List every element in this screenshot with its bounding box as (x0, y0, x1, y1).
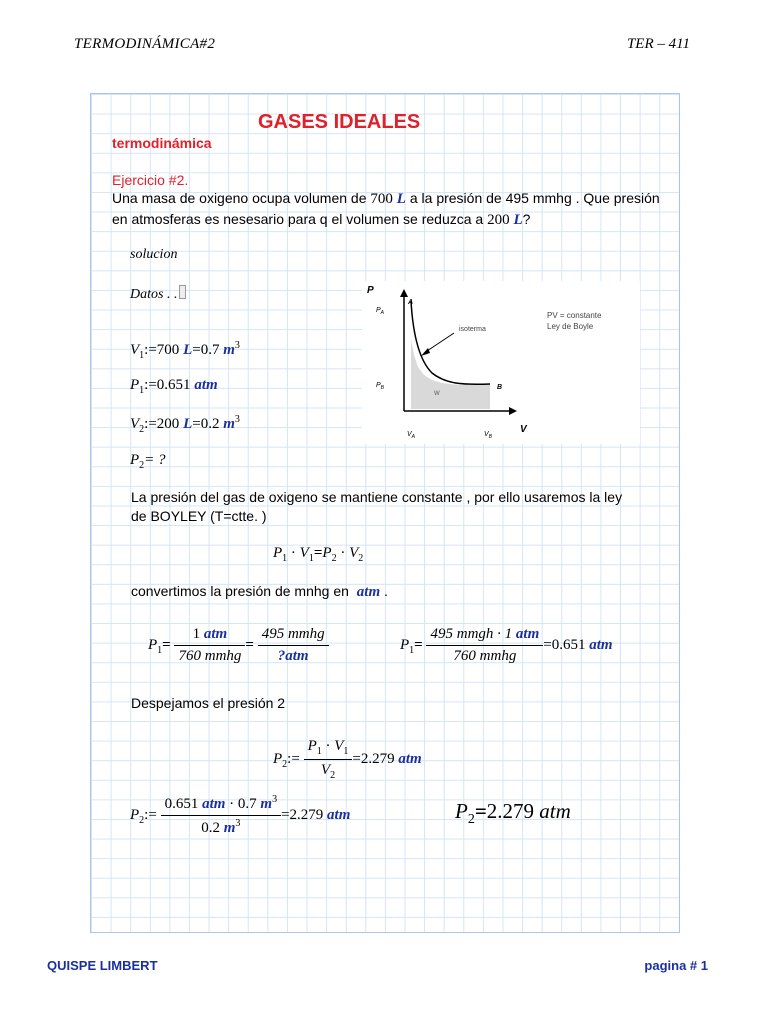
exercise-label (112, 172, 188, 188)
var-symbol: V (130, 342, 140, 358)
var-sub: 2 (330, 770, 336, 781)
boyle-law-equation: $P_1 \cdot V_1=P_2 \cdot V_2$ (273, 545, 364, 564)
var-sub: 2 (358, 553, 364, 564)
paragraph-text: . (384, 583, 388, 599)
denominator: ?atm (277, 648, 309, 664)
paragraph-convert (131, 583, 388, 601)
paragraph-despejamos: Despejamos el presión 2 (131, 695, 286, 711)
p2-formula (273, 738, 422, 781)
data-p1 (130, 377, 218, 396)
p-axis-arrow (400, 289, 408, 297)
operator: := (144, 806, 157, 823)
exercise-label-text: Ejercicio #2. (112, 172, 189, 188)
var-symbol: P (130, 452, 140, 468)
exponent: 3 (272, 794, 278, 805)
var-sub: 2 (467, 812, 475, 828)
var-symbol: P (130, 377, 140, 393)
unit-atm: atm (398, 750, 422, 767)
cursor-icon (179, 285, 186, 299)
point-b-label: B (497, 384, 503, 391)
solucion-label: solucion (130, 247, 178, 262)
operator: = (474, 799, 487, 823)
var-sub: 2 (139, 424, 145, 435)
isoterma-label: isoterma (459, 326, 486, 333)
unit-meters: m (223, 416, 235, 432)
denominator: 0.2 (201, 820, 220, 836)
footer-page-number: pagina # 1 (644, 958, 708, 973)
fraction (426, 626, 543, 665)
page-title: GASES IDEALES (258, 111, 421, 133)
var-symbol: P (307, 738, 317, 754)
var-sub: 2 (282, 758, 288, 770)
paragraph-boyle-1: La presión del gas de oxigeno se mantiene constante , por ello usaremos la ley (131, 489, 623, 505)
unit-meters: m (223, 342, 235, 358)
header-title: TERMODINÁMICA#2 (74, 36, 216, 52)
unit-atm: atm (327, 806, 351, 823)
var-sub: 1 (308, 553, 314, 564)
var-symbol: P (273, 545, 283, 561)
value: =0.2 (192, 416, 220, 432)
exercise-line-2 (112, 211, 530, 229)
unit-atm: atm (539, 799, 571, 823)
exercise-value: 700 (370, 191, 393, 207)
unit-atm: atm (194, 377, 218, 393)
var-symbol: P (400, 636, 410, 653)
unit-meters: m (260, 796, 273, 812)
var-sub: 2 (139, 814, 145, 826)
var-symbol: V (349, 545, 359, 561)
var-symbol: P (130, 806, 140, 823)
unit-atm: atm (203, 626, 228, 642)
boyle-graph (362, 281, 640, 444)
var-sub: 1 (343, 746, 349, 757)
pa-label: $P_A$ (376, 307, 385, 316)
result-value: =0.651 (543, 636, 586, 653)
var-symbol: P (148, 636, 158, 653)
boyle-note-2: Ley de Boyle (547, 322, 594, 331)
paragraph-text: convertimos la presión de mnhg en (131, 583, 349, 599)
data-p2 (130, 452, 166, 471)
unit-atm: atm (589, 636, 613, 653)
var-symbol: V (334, 738, 344, 754)
fraction (258, 626, 329, 665)
header-code: TER – 411 (626, 36, 690, 52)
final-result (455, 799, 571, 828)
isotherm-curve (411, 301, 490, 384)
result-value: =2.279 (281, 806, 324, 823)
value: =0.7 (192, 342, 220, 358)
point-a-label: A (408, 299, 414, 306)
var-symbol: V (320, 762, 331, 778)
numerator: 1 (192, 626, 201, 642)
unit-liters: L (396, 191, 406, 207)
value: :=700 (144, 342, 180, 358)
var-sub: 1 (157, 644, 163, 656)
fraction: $\frac{P_1 \cdot V_1}{V_2}$ (304, 738, 353, 781)
result-value: 2.279 (486, 799, 535, 823)
footer-author: QUISPE LIMBERT (47, 958, 158, 973)
vb-label: $V_B$ (484, 431, 493, 440)
var-sub: 2 (139, 460, 145, 471)
unit-atm: atm (202, 796, 226, 812)
data-v1 (130, 340, 240, 361)
boyle-note-1: PV = constante (547, 311, 602, 320)
exercise-value: 200 (487, 212, 510, 228)
numerator: 495 mmgh · 1 (430, 626, 513, 642)
work-area (411, 339, 490, 409)
var-symbol: P (273, 750, 283, 767)
unit-meters: m (223, 820, 236, 836)
conversion-equation-2: $P_1=$ $\frac{\text{495 mmgh · 1 atm}}{\text{760 mmhg}}$ =0.651 atm (400, 626, 613, 664)
exercise-text: en atmosferas es nesesario para q el volumen se reduzca a (112, 211, 484, 227)
v-axis-arrow (509, 407, 517, 415)
exercise-text: ? (522, 211, 531, 227)
var-sub: 1 (282, 553, 288, 564)
fraction (174, 626, 245, 665)
unit-liters: L (183, 342, 193, 358)
page-subtitle: termodinámica (112, 135, 212, 151)
axis-v-label: V (520, 424, 527, 435)
work-label: W (434, 391, 440, 397)
va-label: $V_A$ (407, 431, 416, 440)
p2-numeric (130, 794, 350, 837)
exercise-text: Una masa de oxigeno ocupa volumen de (112, 190, 367, 206)
numerator: 495 mmhg (258, 626, 329, 646)
fraction (161, 794, 282, 837)
datos-label (130, 285, 186, 303)
var-symbol: P (322, 545, 332, 561)
numerator: · 0.7 (229, 796, 257, 812)
var-sub: 1 (139, 385, 145, 396)
exponent: 3 (235, 818, 241, 829)
denominator: 760 mmhg (178, 648, 242, 664)
unit-atm: atm (515, 626, 540, 642)
exercise-text: a la presión de 495 mmhg . Que presión (409, 190, 660, 206)
paragraph-boyle-2: de BOYLEY (T=ctte. ) (131, 508, 267, 524)
var-symbol: P (455, 799, 468, 823)
conversion-equation-1: $P_1=$ $\frac{\text{1 atm}}{\text{760 mmhg}}$ = $\frac{\text{495 mmhg}}{\text{?atm}}$ (148, 626, 329, 665)
exponent: 3 (234, 414, 240, 425)
datos-text: Datos . . (130, 287, 178, 302)
unit-liters: L (183, 416, 193, 432)
var-sub: 1 (316, 746, 322, 757)
result-value: =2.279 (352, 750, 395, 767)
var-symbol: V (299, 545, 309, 561)
var-symbol: V (130, 416, 140, 432)
numerator: 0.651 (164, 796, 199, 812)
pb-label: $P_B$ (376, 382, 385, 391)
data-v2 (130, 414, 240, 435)
var-sub: 2 (331, 553, 337, 564)
isoterma-arrowhead (421, 348, 430, 356)
value: :=0.651 (144, 377, 191, 393)
var-sub: 1 (409, 644, 415, 656)
unit-atm: atm (356, 584, 381, 600)
operator: := (287, 750, 300, 767)
denominator: 760 mmhg (453, 648, 517, 664)
value: = ? (144, 452, 166, 468)
value: :=200 (144, 416, 180, 432)
unit-liters: L (513, 212, 523, 228)
boyle-graph-svg (362, 281, 640, 444)
exponent: 3 (234, 340, 240, 351)
axis-p-label: P (367, 285, 374, 296)
exercise-line-1 (112, 190, 660, 208)
var-sub: 1 (139, 350, 145, 361)
